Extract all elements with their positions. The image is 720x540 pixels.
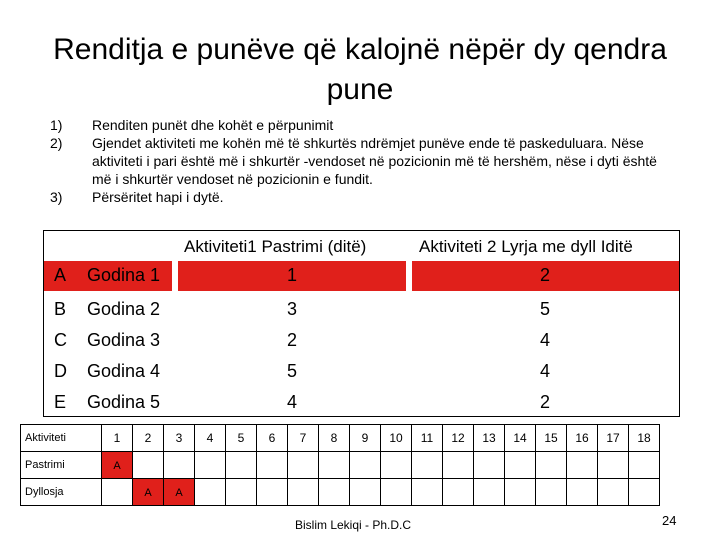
column-separator — [172, 261, 178, 291]
gantt-empty-cell — [598, 452, 629, 479]
step-2 — [50, 134, 660, 188]
gantt-empty-cell — [288, 452, 319, 479]
gantt-empty-cell — [381, 452, 412, 479]
gantt-empty-cell — [102, 479, 133, 506]
gantt-empty-cell — [257, 452, 288, 479]
gantt-empty-cell — [381, 479, 412, 506]
header-activity-1: Aktiviteti1 Pastrimi (ditë) — [184, 237, 367, 256]
gantt-period: 17 — [598, 425, 629, 452]
gantt-empty-cell — [195, 452, 226, 479]
gantt-period: 15 — [536, 425, 567, 452]
gantt-filled-cell — [133, 479, 164, 506]
gantt-empty-cell — [319, 452, 350, 479]
gantt-empty-cell — [474, 479, 505, 506]
gantt-empty-cell — [350, 479, 381, 506]
row-activity-1-value: 5 — [287, 361, 298, 381]
step-number: 3) — [50, 189, 63, 205]
gantt-period: 7 — [288, 425, 319, 452]
step-text: Përsëritet hapi i dytë. — [92, 189, 224, 205]
gantt-empty-cell — [567, 452, 598, 479]
table-row — [44, 326, 679, 356]
step-text: Gjendet aktiviteti me kohën më të shkurtës ndrëmjet punëve ende të paskeduluara. Nëse aktiviteti i pari është më i shkurtër -vendoset në pozicionin më të hershëm, nëse i dyti është më i shkurtër vendoset në pozicionin e fundit. — [92, 135, 657, 187]
row-building: Godina 1 — [87, 265, 161, 285]
row-activity-1-value: 1 — [287, 265, 298, 285]
step-1 — [50, 116, 660, 134]
row-activity-1-value: 4 — [287, 392, 298, 412]
gantt-empty-cell — [257, 479, 288, 506]
gantt-period: 3 — [164, 425, 195, 452]
gantt-empty-cell — [350, 452, 381, 479]
gantt-job-label: A — [175, 487, 183, 499]
row-letter: A — [54, 265, 67, 285]
gantt-period: 1 — [102, 425, 133, 452]
footer-author: Bislim Lekiqi - Ph.D.C — [295, 518, 412, 532]
gantt-table — [20, 424, 660, 506]
gantt-period: 2 — [133, 425, 164, 452]
gantt-empty-cell — [598, 479, 629, 506]
gantt-empty-cell — [505, 479, 536, 506]
gantt-period: 14 — [505, 425, 536, 452]
table-row — [44, 261, 679, 291]
row-activity-2-value: 4 — [540, 330, 551, 350]
gantt-period: 13 — [474, 425, 505, 452]
gantt-period: 4 — [195, 425, 226, 452]
gantt-period: 11 — [412, 425, 443, 452]
row-letter: C — [54, 330, 67, 350]
row-building: Godina 3 — [87, 330, 161, 350]
gantt-job-label: A — [113, 460, 121, 472]
table-row — [44, 388, 679, 418]
gantt-job-label: A — [144, 487, 152, 499]
row-activity-2-value: 5 — [540, 299, 551, 319]
row-activity-2-value: 2 — [540, 265, 551, 285]
gantt-empty-cell — [536, 479, 567, 506]
step-number: 2) — [50, 135, 63, 151]
gantt-period: 9 — [350, 425, 381, 452]
row-activity-2-value: 2 — [540, 392, 551, 412]
row-letter: D — [54, 361, 67, 381]
gantt-period: 6 — [257, 425, 288, 452]
steps-list — [50, 116, 660, 206]
gantt-row-label: Pastrimi — [21, 452, 102, 479]
step-text: Renditen punët dhe kohët e përpunimit — [92, 117, 334, 133]
gantt-empty-cell — [629, 479, 660, 506]
gantt-empty-cell — [195, 479, 226, 506]
gantt-filled-cell — [164, 479, 195, 506]
row-building: Godina 2 — [87, 299, 161, 319]
gantt-period: 12 — [443, 425, 474, 452]
gantt-empty-cell — [474, 452, 505, 479]
gantt-empty-cell — [164, 452, 195, 479]
column-separator — [406, 261, 412, 291]
row-activity-2-value: 4 — [540, 361, 551, 381]
page-number: 24 — [662, 513, 677, 528]
jobs-table — [43, 230, 680, 417]
gantt-empty-cell — [319, 479, 350, 506]
row-building: Godina 4 — [87, 361, 161, 381]
row-activity-1-value: 3 — [287, 299, 298, 319]
gantt-empty-cell — [412, 479, 443, 506]
gantt-period: 16 — [567, 425, 598, 452]
gantt-filled-cell — [102, 452, 133, 479]
header-activity-2: Aktiviteti 2 Lyrja me dyll Iditë — [419, 237, 633, 256]
gantt-empty-cell — [567, 479, 598, 506]
gantt-row-label: Dyllosja — [21, 479, 102, 506]
gantt-empty-cell — [505, 452, 536, 479]
gantt-period: 10 — [381, 425, 412, 452]
gantt-empty-cell — [226, 479, 257, 506]
row-letter: E — [54, 392, 67, 412]
gantt-header-label: Aktiviteti — [21, 425, 102, 452]
gantt-period: 18 — [629, 425, 660, 452]
gantt-empty-cell — [443, 452, 474, 479]
row-activity-1-value: 2 — [287, 330, 298, 350]
table-row — [44, 357, 679, 387]
gantt-empty-cell — [226, 452, 257, 479]
gantt-row — [21, 479, 660, 506]
gantt-empty-cell — [443, 479, 474, 506]
step-3 — [50, 188, 660, 206]
step-number: 1) — [50, 117, 63, 133]
jobs-table-header — [44, 231, 679, 261]
gantt-empty-cell — [288, 479, 319, 506]
gantt-empty-cell — [629, 452, 660, 479]
slide-title: Renditja e punëve që kalojnë nëpër dy qendra pune — [53, 33, 667, 106]
row-letter: B — [54, 299, 67, 319]
gantt-row — [21, 452, 660, 479]
row-building: Godina 5 — [87, 392, 161, 412]
gantt-header-row — [21, 425, 660, 452]
gantt-empty-cell — [412, 452, 443, 479]
table-row — [44, 295, 679, 325]
gantt-empty-cell — [133, 452, 164, 479]
gantt-period: 5 — [226, 425, 257, 452]
gantt-period: 8 — [319, 425, 350, 452]
gantt-empty-cell — [536, 452, 567, 479]
